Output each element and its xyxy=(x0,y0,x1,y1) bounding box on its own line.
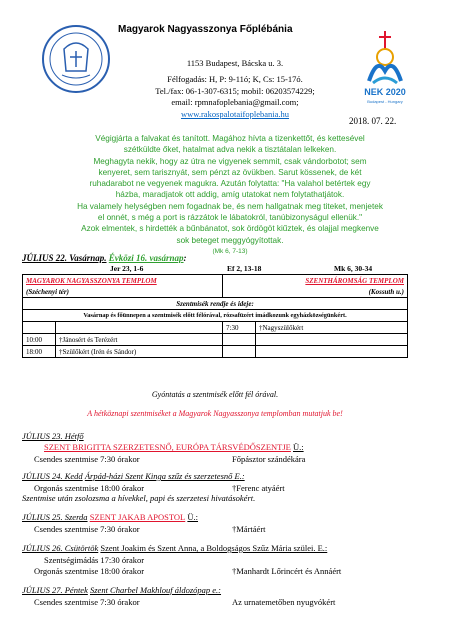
phone: Tel./fax: 06-1-307-6315; mobil: 06203574229; xyxy=(155,85,315,96)
gospel-reference: (Mk 6, 7-13) xyxy=(212,247,248,255)
day-title: Szent Charbel Makhlouf áldozópap e.: xyxy=(89,585,222,595)
day-date: JÚLIUS 25. Szerda xyxy=(22,512,88,522)
gospel-line: el onnét, s még a port is rázzátok le lábatokról, tanúbizonyságul ellenük." xyxy=(97,213,363,223)
day-title: Szent Joakim és Szent Anna, a Boldogságos Szűz Mária szülei. E.: xyxy=(100,543,328,553)
church-2-address: (Kossuth u.) xyxy=(223,286,408,298)
day-date: JÚLIUS 23. Hétfő xyxy=(22,431,84,441)
mass-intention-left: †Szülőkért (Irén és Sándor) xyxy=(56,346,223,358)
address: 1153 Budapest, Bácska u. 3. xyxy=(186,58,284,68)
sunday-feast-end: : xyxy=(183,253,187,263)
day-line-right: Az urnatemetőben nyugvókért xyxy=(232,597,336,607)
gospel-line: Végigjárta a falvakat és tanított. Magához hívta a tizenkettőt, és kettesével xyxy=(95,134,365,143)
table-row xyxy=(23,275,408,287)
mass-intention-right xyxy=(256,346,408,358)
table-row xyxy=(23,346,408,358)
table-row xyxy=(23,298,408,310)
office-hours: Félfogadás: H, P: 9-11ó; K, Cs: 15-17ó. xyxy=(167,74,303,84)
parish-contact xyxy=(120,74,350,120)
reading-2: Ef 2, 13-18 xyxy=(227,264,262,273)
website-link[interactable]: www.rakospalotaifoplebania.hu xyxy=(180,108,290,119)
parish-seal-logo xyxy=(40,23,112,95)
day-title-suffix: Ü.: xyxy=(292,442,304,452)
day-line-right: †Mártáért xyxy=(232,524,266,534)
nek-title: NEK 2020 xyxy=(364,87,406,97)
day-date: JÚLIUS 24. Kedd xyxy=(22,471,83,481)
day-line-right: †Manhardt Lőrincért és Annáért xyxy=(232,566,342,576)
day-date: JÚLIUS 27. Péntek xyxy=(22,585,88,595)
bulletin-date: 2018. 07. 22. xyxy=(349,116,397,126)
mass-time-left xyxy=(23,322,56,334)
day-title: Árpád-házi Szent Kinga szűz és szerzetesnő E.: xyxy=(84,471,245,481)
table-row xyxy=(23,286,408,298)
day-title-suffix: Ü.: xyxy=(187,512,199,522)
day-wednesday xyxy=(22,512,198,522)
mass-time-right xyxy=(223,334,256,346)
gospel-line: Ha valamely helységben nem fogadnak be, és nem hallgatnak meg titeket, menjetek xyxy=(77,201,383,211)
rosary-note: Vasárnap és főünnepen a szentmisék előtt félórával, rózsafüzért imádkozunk egyházközségünkért. xyxy=(23,310,408,322)
day-line-left: Csendes szentmise 7:30 órakor xyxy=(34,524,140,534)
day-friday xyxy=(22,585,221,595)
page-title: Magyarok Nagyasszonya Főplébánia xyxy=(118,24,293,35)
day-title: SZENT BRIGITTA SZERZETESNŐ, EURÓPA TÁRSVÉDŐSZENTJE xyxy=(44,442,291,452)
table-row xyxy=(23,322,408,334)
mass-intention-right: †Nagyszülőkért xyxy=(256,322,408,334)
nek-2020-logo xyxy=(355,27,415,107)
reading-1: Jer 23, 1-6 xyxy=(110,264,144,273)
mass-schedule-title: Szentmisék rendje és ideje: xyxy=(23,298,408,310)
day-extra: Szentmise után zsolozsma a hívekkel, papi és szerzetesi hivatásokért. xyxy=(22,493,256,503)
day-title: SZENT JAKAB APOSTOL xyxy=(89,512,186,522)
day-line-left: Csendes szentmise 7:30 órakor xyxy=(34,597,140,607)
mass-time-right xyxy=(223,346,256,358)
gospel-line: sok beteget meggyógyítottak. xyxy=(176,235,284,245)
sunday-date: JÚLIUS 22. Vasárnap. xyxy=(22,253,107,263)
mass-time-left: 18:00 xyxy=(23,346,56,358)
gospel-line: ruhadarabot ne vegyenek magukra. Azután folytatta: "Ha valahol betértek egy xyxy=(89,179,371,189)
gospel-line: szétküldte őket, hatalmat adva nekik a tisztátalan lelkeken. xyxy=(123,145,337,155)
weekday-note: A hétköznapi szentmiséket a Magyarok Nagyasszonya templomban mutatjuk be! xyxy=(87,409,343,418)
table-row xyxy=(23,334,408,346)
day-line-right: †Ferenc atyáért xyxy=(232,483,285,493)
day-line-left: Orgonás szentmise 18:00 órakor xyxy=(34,566,145,576)
day-monday-title xyxy=(22,442,304,452)
church-2-name: SZENTHÁROMSÁG TEMPLOM xyxy=(223,275,408,287)
email: email: rpmnafoplebania@gmail.com; xyxy=(171,97,299,107)
day-line-left: Orgonás szentmise 18:00 órakor xyxy=(34,483,145,493)
sunday-heading xyxy=(22,253,187,263)
gospel-text xyxy=(40,133,420,257)
confession-note: Gyóntatás a szentmisék előtt fél órával. xyxy=(151,390,279,399)
gospel-line: kenyeret, sem tarisznyát, sem pénzt az övükben. Sarut kössenek, de két xyxy=(98,167,362,177)
gospel-line: házba, maradjatok ott addig, amíg utatokat nem folytathatjátok. xyxy=(115,190,345,200)
parish-address xyxy=(150,58,320,70)
day-thursday xyxy=(22,543,327,553)
gospel-line: Meghagyta nekik, hogy az útra ne vigyenek semmit, csak vándorbotot; sem xyxy=(93,156,367,166)
church-1-address: (Széchenyi tér) xyxy=(23,286,223,298)
mass-time-right: 7:30 xyxy=(223,322,256,334)
church-1-name: MAGYAROK NAGYASSZONYA TEMPLOM xyxy=(23,275,223,287)
mass-intention-left xyxy=(56,322,223,334)
mass-intention-right xyxy=(256,334,408,346)
day-tuesday xyxy=(22,471,245,481)
day-monday xyxy=(22,431,84,441)
gospel-line: Azok elmentek, s hirdették a bűnbánatot, sok ördögöt kiűztek, és olajjal megkenve xyxy=(81,224,379,234)
day-line-left: Csendes szentmise 7:30 órakor xyxy=(34,454,140,464)
mass-intention-left: †Jánosért és Terézért xyxy=(56,334,223,346)
sunday-feast: Évközi 16. vasárnap xyxy=(108,253,184,263)
day-line-right: Főpásztor szándékára xyxy=(232,454,306,464)
day-date: JÚLIUS 26. Csütörtök xyxy=(22,543,99,553)
nek-subtitle: Budapest - Hungary xyxy=(367,99,403,104)
mass-time-left: 10:00 xyxy=(23,334,56,346)
sunday-schedule-table xyxy=(22,274,408,358)
day-line-left: Szentségimádás 17:30 órakor xyxy=(44,555,145,565)
reading-3: Mk 6, 30-34 xyxy=(334,264,373,273)
table-row xyxy=(23,310,408,322)
